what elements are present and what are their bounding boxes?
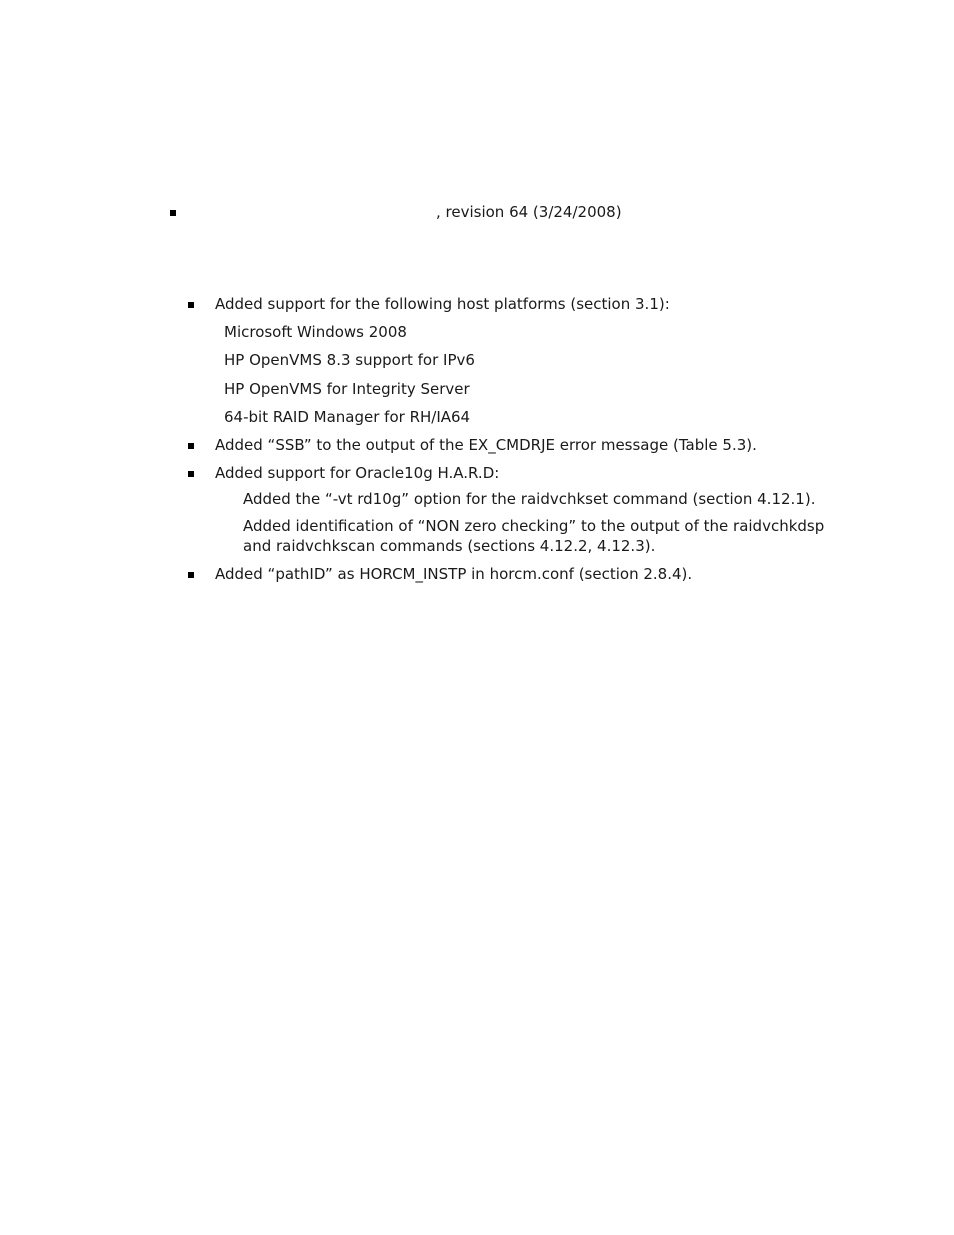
sub-list-item: HP OpenVMS for Integrity Server xyxy=(224,380,470,398)
list-item: Added support for the following host platforms (section 3.1): xyxy=(215,295,670,313)
list-item: Added support for Oracle10g H.A.R.D: xyxy=(215,464,500,482)
bullet-icon xyxy=(188,443,194,449)
bullet-icon xyxy=(188,471,194,477)
bullet-icon xyxy=(170,210,176,216)
sub-list-item: HP OpenVMS 8.3 support for IPv6 xyxy=(224,351,475,369)
bullet-icon xyxy=(188,572,194,578)
sub-list-item: 64-bit RAID Manager for RH/IA64 xyxy=(224,408,471,426)
revision-line: , revision 64 (3/24/2008) xyxy=(436,203,622,221)
sub-list-item: Microsoft Windows 2008 xyxy=(224,323,407,341)
list-item: Added “pathID” as HORCM_INSTP in horcm.conf (section 2.8.4). xyxy=(215,565,693,583)
list-item: Added “SSB” to the output of the EX_CMDRJE error message (Table 5.3). xyxy=(215,436,757,454)
bullet-icon xyxy=(188,302,194,308)
sub-list-item: Added the “-vt rd10g” option for the raidvchkset command (section 4.12.1). xyxy=(243,490,816,508)
sub-list-item: Added identification of “NON zero checking” to the output of the raidvchkdsp and raidvchkscan commands (sections 4.12.2, 4.12.3). xyxy=(243,517,825,555)
